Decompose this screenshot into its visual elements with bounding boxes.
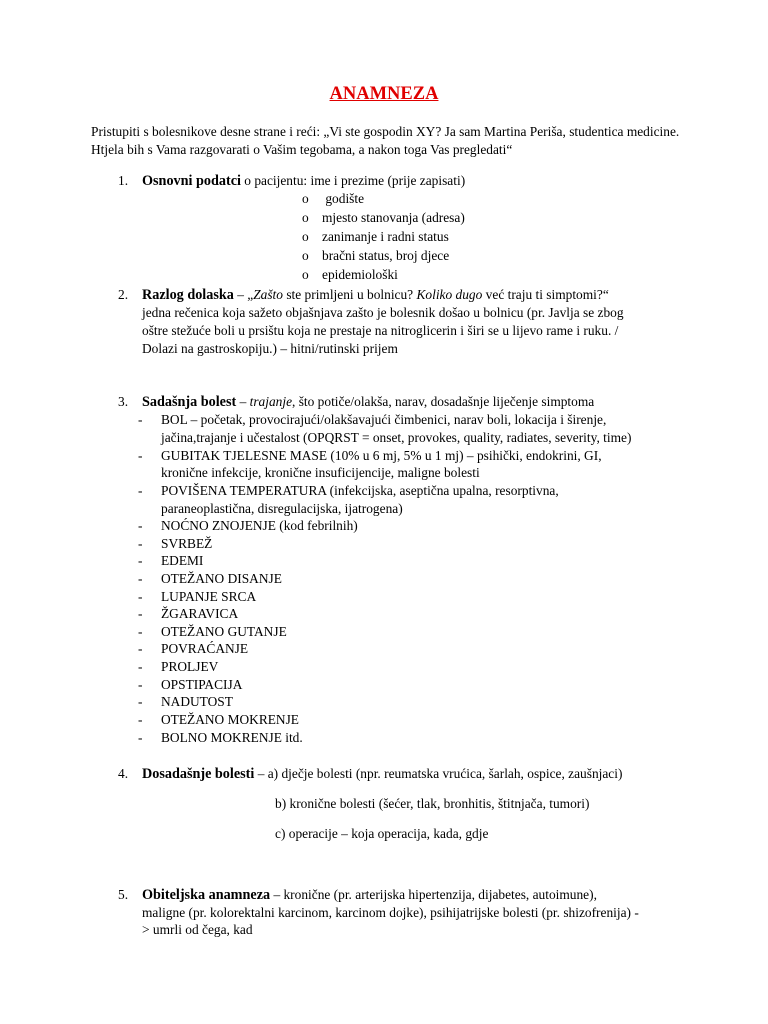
list-item: POVIŠENA TEMPERATURA (infekcijska, aseptična upalna, resorptivna, xyxy=(161,483,559,498)
section-heading: Razlog dolaska xyxy=(142,287,234,303)
list-item: NOĆNO ZNOJENJE (kod febrilnih) xyxy=(161,518,358,533)
list-item: OTEŽANO MOKRENJE xyxy=(161,712,299,727)
list-item: GUBITAK TJELESNE MASE (10% u 6 mj, 5% u 1 mj) – psihički, endokrini, GI, xyxy=(161,448,602,463)
dash-bullet-icon: - xyxy=(138,694,143,709)
list-item: PROLJEV xyxy=(161,659,219,674)
list-item: BOLNO MOKRENJE itd. xyxy=(161,730,303,745)
dash-bullet-icon: - xyxy=(138,659,143,674)
dash-bullet-icon: - xyxy=(138,624,143,639)
dash-bullet-icon: - xyxy=(138,589,143,604)
list-item: NADUTOST xyxy=(161,694,233,709)
section-number: 2. xyxy=(118,287,129,302)
circle-bullet-icon: o xyxy=(302,248,309,263)
dash-bullet-icon: - xyxy=(138,641,143,656)
list-item: o mjesto stanovanja (adresa) xyxy=(302,210,465,225)
section-heading: Osnovni podatci xyxy=(142,173,241,189)
section-heading-line: Obiteljska anamneza – kronične (pr. arterijska hipertenzija, dijabetes, autoimune), xyxy=(142,887,597,903)
list-item-continuation: jačina,trajanje i učestalost (OPQRST = onset, provokes, quality, radiates, severity, time) xyxy=(161,430,632,445)
section-heading-line: Dosadašnje bolesti – a) dječje bolesti (npr. reumatska vrućica, šarlah, ospice, zaušnjaci) xyxy=(142,766,623,782)
list-item: o zanimanje i radni status xyxy=(302,229,449,244)
circle-bullet-icon: o xyxy=(302,267,309,282)
list-item: EDEMI xyxy=(161,553,204,568)
sub-item-b: b) kronične bolesti (šećer, tlak, bronhitis, štitnjača, tumori) xyxy=(275,796,590,811)
dash-bullet-icon: - xyxy=(138,412,143,427)
list-item: o godište xyxy=(302,191,365,206)
section-heading-line: Razlog dolaska – „Zašto ste primljeni u bolnicu? Koliko dugo već traju ti simptomi?“ xyxy=(142,287,609,303)
paragraph-line: maligne (pr. kolorektalni karcinom, karcinom dojke), psihijatrijske bolesti (pr. shizofrenija) - xyxy=(142,905,639,920)
section-number: 1. xyxy=(118,173,129,188)
intro-paragraph: Pristupiti s bolesnikove desne strane i reći: „Vi ste gospodin XY? Ja sam Martina Periša, studentica medicine. Htjela bih s Vama razgovarati o Vašim tegobama, a nakon toga Vas pregledati“ xyxy=(91,124,680,157)
paragraph-line: > umrli od čega, kad xyxy=(142,922,253,937)
section-heading-line xyxy=(142,172,677,191)
list-item: o epidemiološki xyxy=(302,267,398,282)
list-item: OTEŽANO GUTANJE xyxy=(161,624,287,639)
list-item-continuation: kronične infekcije, kronične insuficijencije, maligne bolesti xyxy=(161,465,480,480)
list-item: POVRAĆANJE xyxy=(161,641,249,656)
dash-bullet-icon: - xyxy=(138,483,143,498)
section-heading-rest: o pacijentu: ime i prezime (prije zapisati) xyxy=(240,173,466,188)
list-item: LUPANJE SRCA xyxy=(161,589,257,604)
circle-bullet-icon: o xyxy=(302,191,309,206)
circle-bullet-icon: o xyxy=(302,210,309,225)
dash-bullet-icon: - xyxy=(138,606,143,621)
dash-bullet-icon: - xyxy=(138,553,143,568)
list-item: SVRBEŽ xyxy=(161,536,213,551)
dash-bullet-icon: - xyxy=(138,518,143,533)
paragraph-line: jedna rečenica koja sažeto objašnjava zašto je bolesnik došao u bolnicu (pr. Javlja se zbog xyxy=(142,305,624,320)
section-heading: Sadašnja bolest xyxy=(142,394,237,410)
list-item: BOL – početak, provocirajući/olakšavajući čimbenici, narav boli, lokacija i širenje, xyxy=(161,412,607,427)
section-heading-line: Sadašnja bolest – trajanje, što potiče/olakša, narav, dosadašnje liječenje simptoma xyxy=(142,394,595,410)
section-number: 5. xyxy=(118,887,129,902)
section-heading: Obiteljska anamneza xyxy=(142,887,271,903)
list-item: OPSTIPACIJA xyxy=(161,677,243,692)
circle-bullet-icon: o xyxy=(302,229,309,244)
dash-bullet-icon: - xyxy=(138,571,143,586)
sub-item-c: c) operacije – koja operacija, kada, gdje xyxy=(275,826,489,841)
paragraph-line: Dolazi na gastroskopiju.) – hitni/rutinski prijem xyxy=(142,341,398,356)
dash-bullet-icon: - xyxy=(138,730,143,745)
section-number: 4. xyxy=(118,766,129,781)
document-title: ANAMNEZA xyxy=(329,84,439,104)
dash-bullet-icon: - xyxy=(138,712,143,727)
paragraph-line: oštre stežuće boli u prsištu koja ne prestaje na nitroglicerin i širi se u lijevo rame i ruku. / xyxy=(142,323,619,338)
dash-bullet-icon: - xyxy=(138,448,143,463)
section-number: 3. xyxy=(118,394,129,409)
list-item: o bračni status, broj djece xyxy=(302,248,450,263)
dash-bullet-icon: - xyxy=(138,677,143,692)
section-heading: Dosadašnje bolesti xyxy=(142,766,255,782)
list-item-continuation: paraneoplastična, disregulacijska, ijatrogena) xyxy=(161,501,403,516)
dash-bullet-icon: - xyxy=(138,536,143,551)
list-item: OTEŽANO DISANJE xyxy=(161,571,282,586)
list-item: ŽGARAVICA xyxy=(161,606,239,621)
